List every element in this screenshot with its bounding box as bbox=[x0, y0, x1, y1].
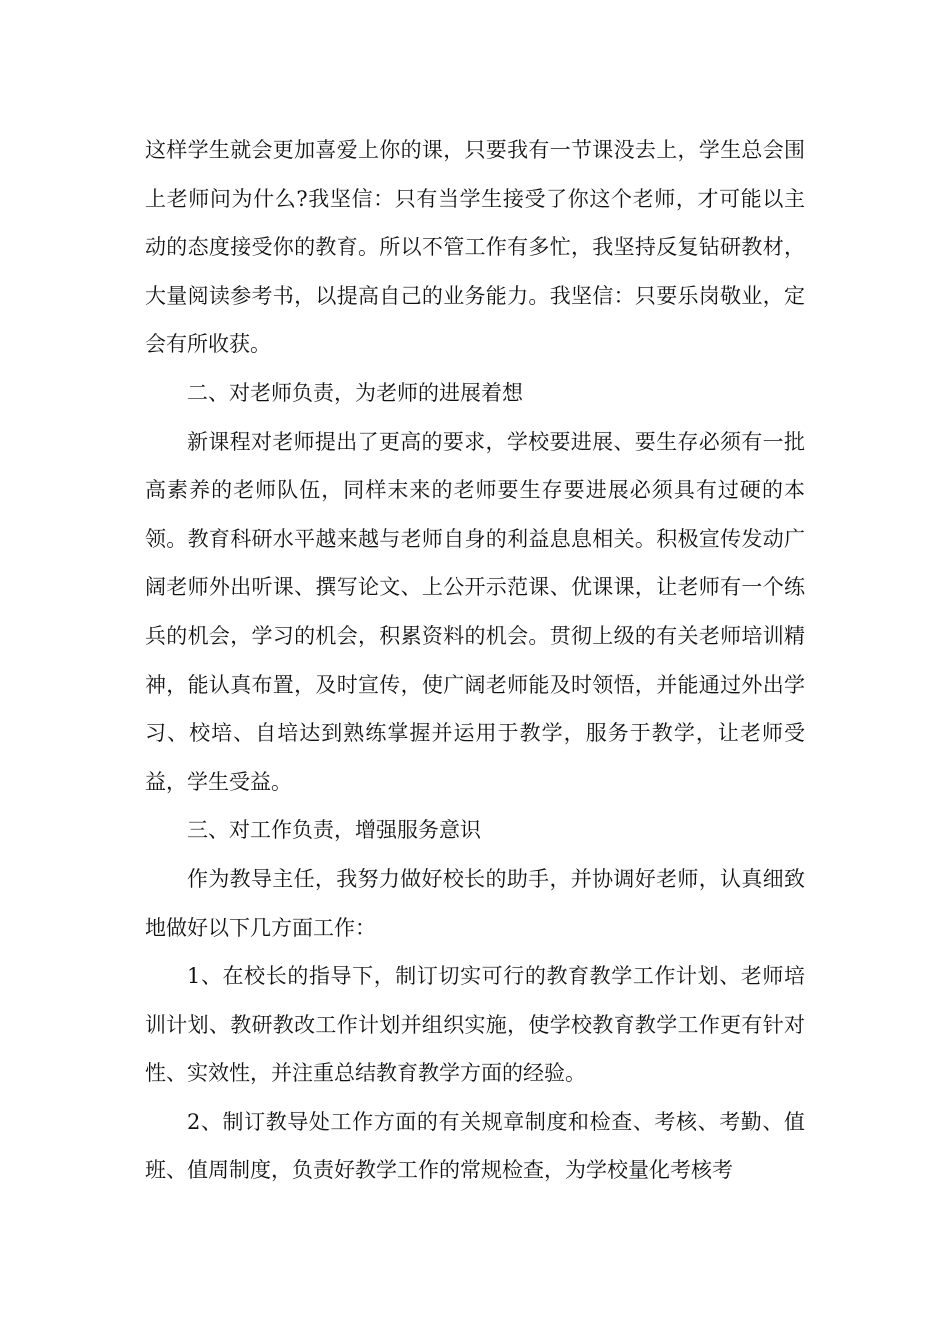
paragraph-intro-duties: 作为教导主任，我努力做好校长的助手，并协调好老师，认真细致地做好以下几方面工作： bbox=[145, 866, 805, 940]
paragraph-teacher-development: 新课程对老师提出了更高的要求，学校要进展、要生存必须有一批高素养的老师队伍，同样末来的老师要生存要进展必须具有过硬的本领。教育科研水平越来越与老师自身的利益息息相关。积极宣传发动广阔老师外出听课、撰写论文、上公开示范课、优课课，让老师有一个练兵的机会，学习的机会，积累资料的机会。贯彻上级的有关老师培训精神，能认真布置，及时宣传，使广阔老师能及时领悟，并能通过外出学习、校培、自培达到熟练掌握并运用于教学，服务于教学，让老师受益，学生受益。 bbox=[145, 429, 805, 794]
section-heading-3: 三、对工作负责，增强服务意识 bbox=[187, 818, 481, 843]
document-body bbox=[145, 126, 805, 1195]
paragraph-item-1: 1、在校长的指导下，制订切实可行的教育教学工作计划、老师培训计划、教研教改工作计划并组织实施，使学校教育教学工作更有针对性、实效性，并注重总结教育教学方面的经验。 bbox=[145, 964, 805, 1086]
paragraph-continued: 这样学生就会更加喜爱上你的课，只要我有一节课没去上，学生总会围上老师问为什么?我坚信：只有当学生接受了你这个老师，才可能以主动的态度接受你的教育。所以不管工作有多忙，我坚持反复钻研教材，大量阅读参考书，以提高自己的业务能力。我坚信：只要乐岗敬业，定会有所收获。 bbox=[145, 138, 805, 357]
section-heading-2: 二、对老师负责，为老师的进展着想 bbox=[187, 380, 523, 405]
paragraph-item-2: 2、制订教导处工作方面的有关规章制度和检查、考核、考勤、值班、值周制度，负责好教学工作的常规检查，为学校量化考核考 bbox=[145, 1109, 805, 1183]
